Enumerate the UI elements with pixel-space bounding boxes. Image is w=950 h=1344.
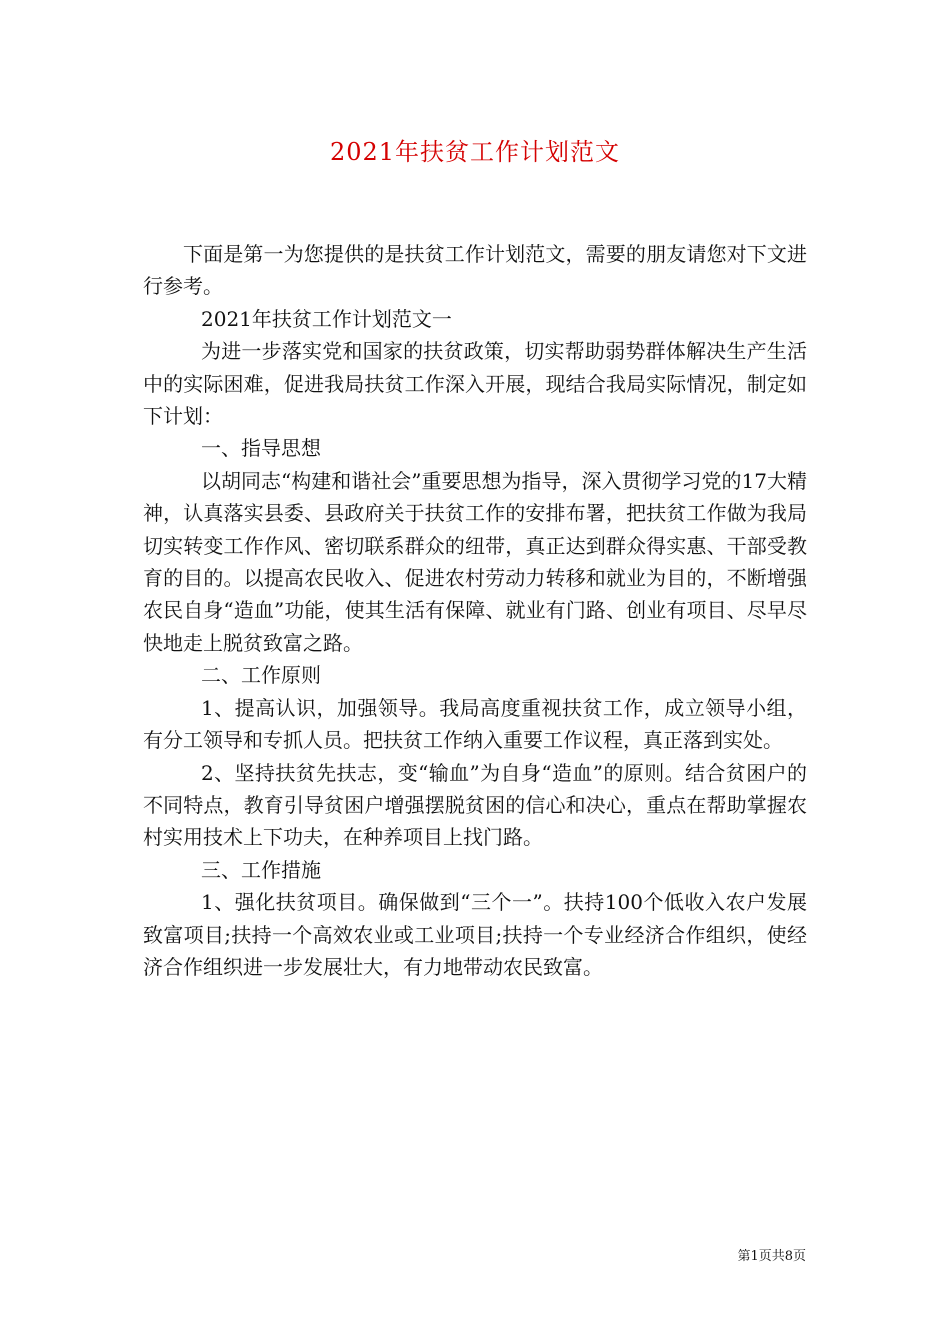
document-body bbox=[143, 238, 807, 983]
section-heading-guiding-thought: 一、指导思想 bbox=[201, 436, 321, 461]
intro-paragraph: 下面是第一为您提供的是扶贫工作计划范文，需要的朋友请您对下文进行参考。 bbox=[143, 242, 807, 299]
document-title: 2021年扶贫工作计划范文 bbox=[329, 138, 621, 166]
paragraph-principle-1: 1、提高认识，加强领导。我局高度重视扶贫工作，成立领导小组，有分工领导和专抓人员。把扶贫工作纳入重要工作议程，真正落到实处。 bbox=[143, 695, 807, 753]
page-footer: 第1页共8页 bbox=[737, 1249, 806, 1264]
paragraph-measure-1: 1、强化扶贫项目。确保做到“三个一”。扶持100个低收入农户发展致富项目;扶持一个高效农业或工业项目;扶持一个专业经济合作组织，使经济合作组织进一步发展壮大，有力地带动农民致富。 bbox=[143, 890, 807, 979]
paragraph-purpose: 为进一步落实党和国家的扶贫政策，切实帮助弱势群体解决生产生活中的实际困难，促进我局扶贫工作深入开展，现结合我局实际情况，制定如下计划： bbox=[143, 339, 807, 429]
section-heading-work-principles: 二、工作原则 bbox=[201, 663, 321, 688]
section-heading-work-measures: 三、工作措施 bbox=[201, 857, 321, 882]
paragraph-guiding-thought: 以胡同志“构建和谐社会”重要思想为指导，深入贯彻学习党的17大精神，认真落实县委、县政府关于扶贫工作的安排布署，把扶贫工作做为我局切实转变工作作风、密切联系群众的纽带，真正达到群众得实惠、干部受教育的目的。以提高农民收入、促进农村劳动力转移和就业为目的，不断增强农民自身“造血”功能，使其生活有保障、就业有门路、创业有项目、尽早尽快地走上脱贫致富之路。 bbox=[143, 468, 807, 655]
paragraph-principle-2: 2、坚持扶贫先扶志，变“输血”为自身“造血”的原则。结合贫困户的不同特点，教育引导贫困户增强摆脱贫困的信心和决心，重点在帮助掌握农村实用技术上下功夫，在种养项目上找门路。 bbox=[143, 760, 807, 850]
section-heading-sample-one: 2021年扶贫工作计划范文一 bbox=[201, 306, 452, 331]
